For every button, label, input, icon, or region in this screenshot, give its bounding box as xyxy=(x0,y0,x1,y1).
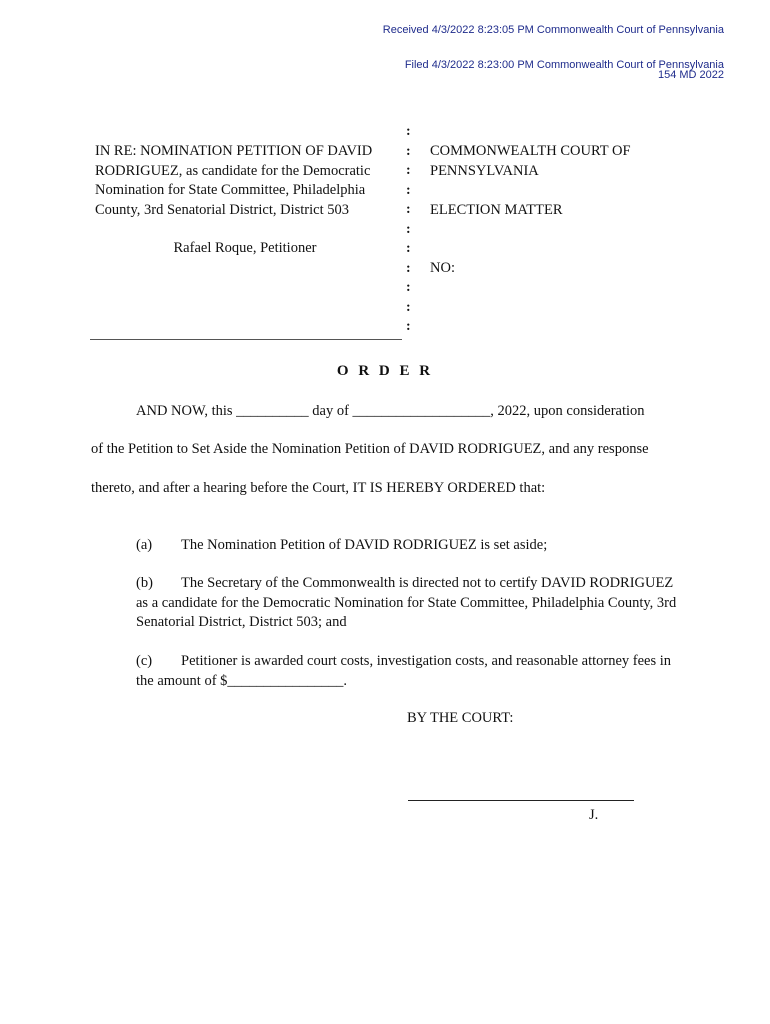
received-stamp xyxy=(383,25,724,35)
signature-line xyxy=(408,800,634,801)
item-text: Petitioner is awarded court costs, investigation costs, and reasonable attorney fees in the amount of $________________. xyxy=(136,653,672,689)
order-item-c xyxy=(136,652,681,691)
separator-colon: : xyxy=(406,241,411,256)
separator-colon: : xyxy=(406,280,411,295)
item-text: The Secretary of the Commonwealth is directed not to certify DAVID RODRIGUEZ as a candidate for the Democratic Nomination for State Committee, Philadelphia County, 3rd Senatorial District, District 503; and xyxy=(136,575,677,630)
caption-underline xyxy=(90,339,402,340)
filed-text: Filed 4/3/2022 8:23:00 PM Commonwealth Court of Pennsylvania xyxy=(404,59,724,71)
order-paragraph-line2: of the Petition to Set Aside the Nomination Petition of DAVID RODRIGUEZ, and any response xyxy=(91,441,649,457)
caption-line: County, 3rd Senatorial District, District 503 xyxy=(95,201,349,218)
item-label: (a) xyxy=(136,537,153,553)
caption-line: RODRIGUEZ, as candidate for the Democratic xyxy=(95,162,371,179)
separator-colon: : xyxy=(406,221,411,237)
court-name-line2: PENNSYLVANIA xyxy=(430,162,539,179)
caption-line: IN RE: NOMINATION PETITION OF DAVID xyxy=(95,143,373,159)
order-title: O R D E R xyxy=(336,363,434,379)
separator-colon: : xyxy=(406,182,411,198)
judge-suffix: J. xyxy=(589,807,599,823)
matter-type: ELECTION MATTER xyxy=(430,201,563,218)
case-caption-left xyxy=(95,142,395,259)
separator-colon: : xyxy=(406,260,411,276)
order-item-a xyxy=(136,536,686,556)
separator-colon: : xyxy=(406,124,411,139)
order-paragraph-line1: AND NOW, this __________ day of ___________________, 2022, upon consideration xyxy=(136,403,645,419)
item-label: (c) xyxy=(136,653,153,669)
separator-colon: : xyxy=(406,319,411,334)
caption-separator xyxy=(406,122,411,337)
by-the-court-label: BY THE COURT: xyxy=(407,710,514,726)
court-name-line1: COMMONWEALTH COURT OF xyxy=(430,143,631,159)
order-item-b xyxy=(136,574,686,633)
docket-number: 154 MD 2022 xyxy=(657,69,724,81)
caption-line: Nomination for State Committee, Philadelphia xyxy=(95,182,366,198)
case-caption-right xyxy=(430,142,631,279)
received-text: Received 4/3/2022 8:23:05 PM Commonwealth Court of Pennsylvania xyxy=(382,24,724,36)
separator-colon: : xyxy=(406,299,411,315)
separator-colon: : xyxy=(406,202,411,217)
order-paragraph-line3: thereto, and after a hearing before the Court, IT IS HEREBY ORDERED that: xyxy=(91,480,546,496)
separator-colon: : xyxy=(406,143,411,159)
separator-colon: : xyxy=(406,163,411,178)
item-text: The Nomination Petition of DAVID RODRIGUEZ is set aside; xyxy=(181,537,548,553)
petitioner-name: Rafael Roque, Petitioner xyxy=(173,240,317,256)
docket-label: NO: xyxy=(430,260,455,276)
filed-stamp xyxy=(405,60,724,80)
item-label: (b) xyxy=(136,575,153,591)
